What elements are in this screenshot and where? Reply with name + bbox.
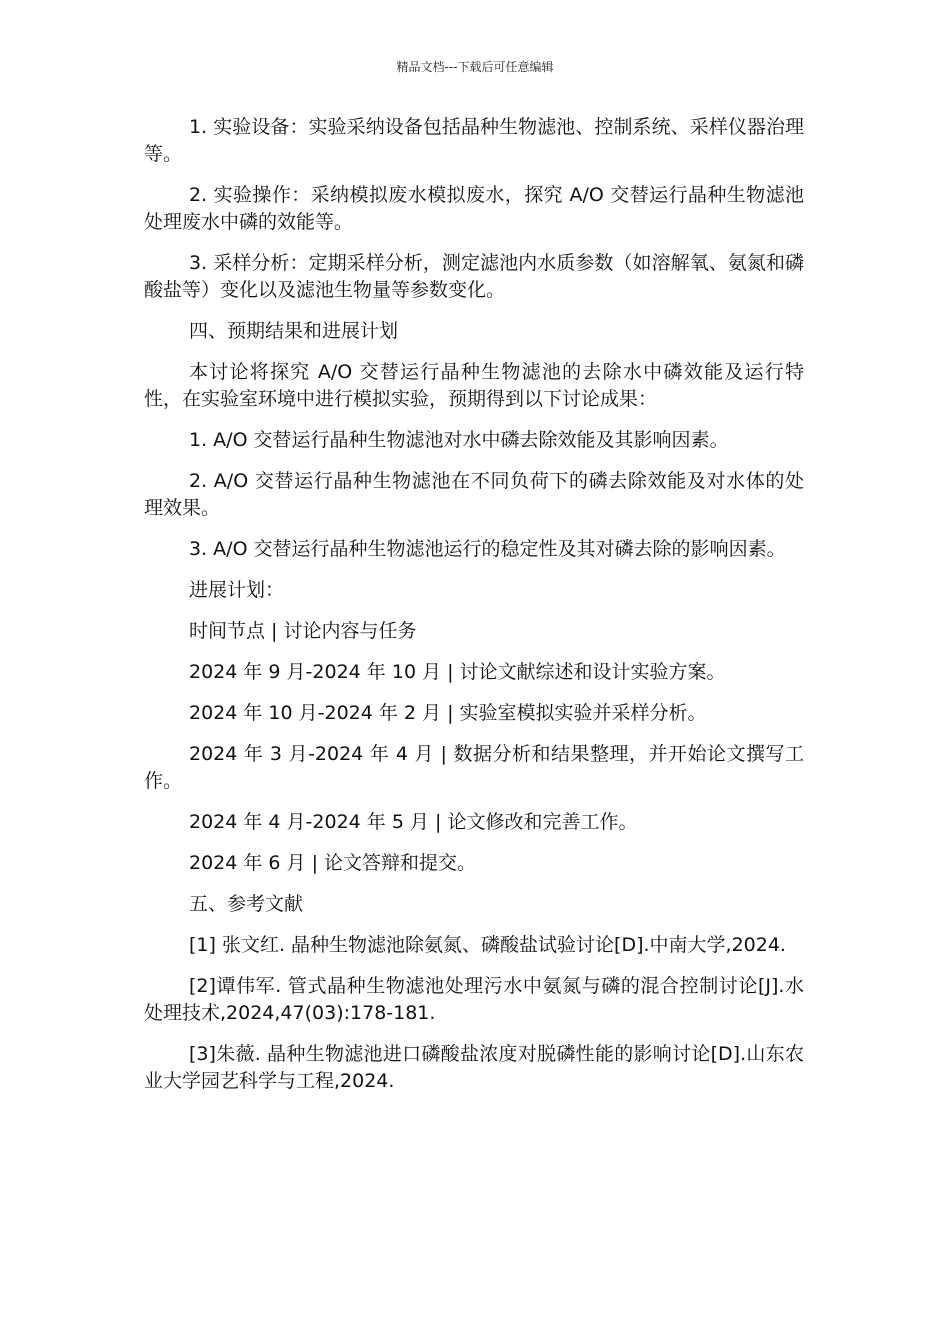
document-body — [144, 114, 804, 1109]
section-heading-references: 五、参考文献 — [189, 893, 304, 915]
section-heading-expected-results: 四、预期结果和进展计划 — [189, 320, 399, 342]
reference-1: [1] 张文红. 晶种生物滤池除氨氮、磷酸盐试验讨论[D].中南大学,2024. — [189, 934, 786, 956]
result-item-2: 2. A/O 交替运行晶种生物滤池在不同负荷下的磷去除效能及对水体的处理效果。 — [144, 470, 804, 519]
paragraph-sampling: 3. 采样分析：定期采样分析，测定滤池内水质参数（如溶解氧、氨氮和磷酸盐等）变化以及滤池生物量等参数变化。 — [144, 252, 804, 301]
result-item-1: 1. A/O 交替运行晶种生物滤池对水中磷去除效能及其影响因素。 — [189, 429, 729, 451]
reference-2: [2]谭伟军. 管式晶种生物滤池处理污水中氨氮与磷的混合控制讨论[J].水处理技术,2024,47(03):178-181. — [144, 975, 804, 1024]
schedule-row-3: 2024 年 3 月-2024 年 4 月 | 数据分析和结果整理，并开始论文撰写工作。 — [144, 743, 804, 792]
schedule-heading: 进展计划： — [189, 579, 285, 601]
schedule-row-5: 2024 年 6 月 | 论文答辩和提交。 — [189, 852, 477, 874]
reference-3: [3]朱薇. 晶种生物滤池进口磷酸盐浓度对脱磷性能的影响讨论[D].山东农业大学园艺科学与工程,2024. — [144, 1043, 804, 1092]
schedule-row-2: 2024 年 10 月-2024 年 2 月 | 实验室模拟实验并采样分析。 — [189, 702, 707, 724]
result-item-3: 3. A/O 交替运行晶种生物滤池运行的稳定性及其对磷去除的影响因素。 — [189, 538, 786, 560]
paragraph-operation: 2. 实验操作：采纳模拟废水模拟废水，探究 A/O 交替运行晶种生物滤池处理废水中磷的效能等。 — [144, 184, 804, 233]
schedule-table-header: 时间节点 | 讨论内容与任务 — [189, 620, 417, 642]
paragraph-equipment: 1. 实验设备：实验采纳设备包括晶种生物滤池、控制系统、采样仪器治理等。 — [144, 116, 804, 165]
paragraph-intro-results: 本讨论将探究 A/O 交替运行晶种生物滤池的去除水中磷效能及运行特性，在实验室环境中进行模拟实验，预期得到以下讨论成果： — [144, 361, 804, 410]
schedule-row-1: 2024 年 9 月-2024 年 10 月 | 讨论文献综述和设计实验方案。 — [189, 661, 726, 683]
schedule-row-4: 2024 年 4 月-2024 年 5 月 | 论文修改和完善工作。 — [189, 811, 638, 833]
page-header: 精品文档---下载后可任意编辑 — [396, 60, 554, 74]
